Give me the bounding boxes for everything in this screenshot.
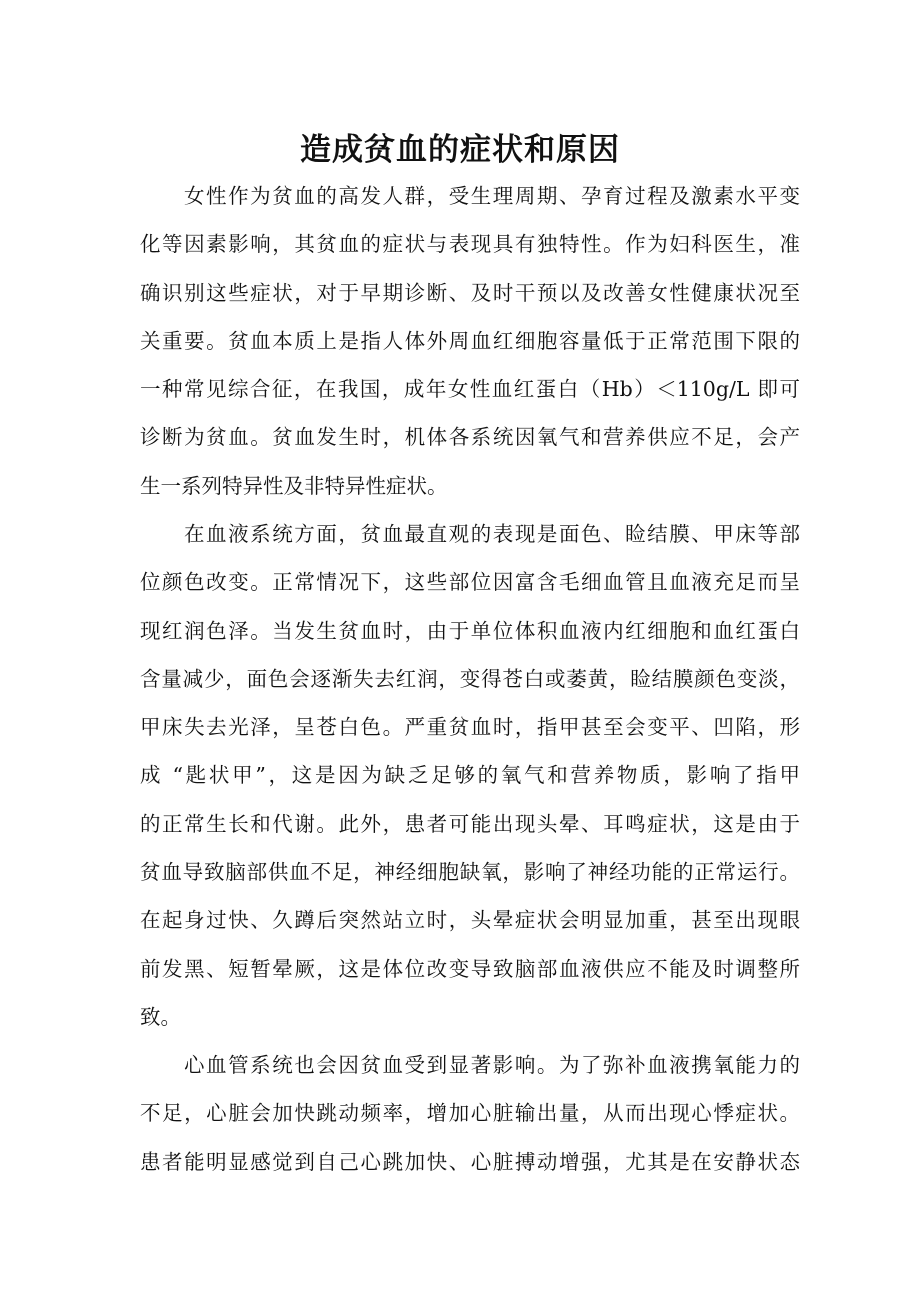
text-line: 女性作为贫血的高发人群，受生理周期、孕育过程及激素水平变 (184, 184, 800, 208)
text-line: 位颜色改变。正常情况下，这些部位因富含毛细血管且血液充足而呈 (140, 570, 800, 595)
text-line: 关重要。贫血本质上是指人体外周血红细胞容量低于正常范围下限的 (140, 328, 800, 353)
text-line: 的正常生长和代谢。此外，患者可能出现头晕、耳鸣症状，这是由于 (140, 811, 800, 836)
text-line: 化等因素影响，其贫血的症状与表现具有独特性。作为妇科医生，准 (140, 232, 800, 257)
text-line: 含量减少，面色会逐渐失去红润，变得苍白或萎黄，睑结膜颜色变淡， (140, 666, 800, 691)
text-line: 一种常见综合征，在我国，成年女性血红蛋白（Hb）＜110g/L 即可 (140, 377, 800, 402)
text-line: 生一系列特异性及非特异性症状。 (140, 473, 448, 498)
text-line: 确识别这些症状，对于早期诊断、及时干预以及改善女性健康状况至 (140, 280, 800, 305)
text-line: 在血液系统方面，贫血最直观的表现是面色、睑结膜、甲床等部 (184, 522, 800, 546)
text-line: 致。 (140, 1004, 181, 1029)
text-line: 在起身过快、久蹲后突然站立时，头晕症状会明显加重，甚至出现眼 (140, 908, 800, 933)
paragraph-2 (140, 510, 800, 1041)
text-line: 甲床失去光泽，呈苍白色。严重贫血时，指甲甚至会变平、凹陷，形 (140, 715, 800, 740)
text-line: 不足，心脏会加快跳动频率，增加心脏输出量，从而出现心悸症状。 (140, 1101, 800, 1126)
text-line: 患者能明显感觉到自己心跳加快、心脏搏动增强，尤其是在安静状态 (140, 1149, 800, 1174)
text-line: 现红润色泽。当发生贫血时，由于单位体积血液内红细胞和血红蛋白 (140, 618, 800, 643)
paragraph-1 (140, 172, 800, 510)
paragraph-3 (140, 1041, 800, 1186)
document-title: 造成贫血的症状和原因 (300, 132, 620, 168)
text-line: 诊断为贫血。贫血发生时，机体各系统因氧气和营养供应不足，会产 (140, 425, 800, 450)
text-line: 心血管系统也会因贫血受到显著影响。为了弥补血液携氧能力的 (184, 1053, 800, 1077)
text-line: 前发黑、短暂晕厥，这是体位改变导致脑部血液供应不能及时调整所 (140, 956, 800, 981)
text-line: 成 “匙状甲”，这是因为缺乏足够的氧气和营养物质，影响了指甲 (140, 763, 800, 788)
text-line: 贫血导致脑部供血不足，神经细胞缺氧，影响了神经功能的正常运行。 (140, 860, 800, 885)
